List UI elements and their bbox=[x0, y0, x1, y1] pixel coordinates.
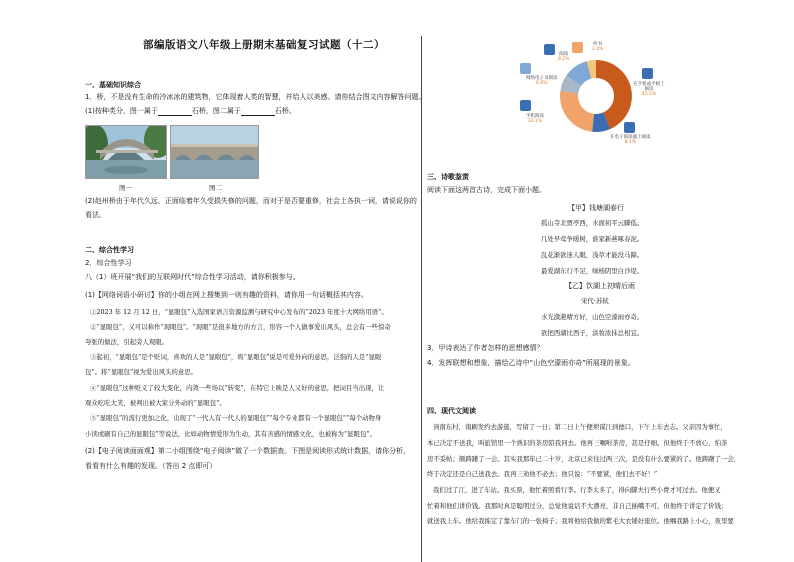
reading-line-1: 剑南东村，南刷发约去游逛，写留了一日；第二日上午便须谋江到德口，下午上车去志。父亲因为事忙， bbox=[433, 423, 727, 431]
q2-material-p4-cont: 观众吃吃大笑，被判出被大家分外动的“显眼包”。 bbox=[85, 399, 226, 407]
legend-mobile: 手机阅读 33.1% bbox=[526, 114, 544, 124]
q2-part1: (1)【网络词语小研讨】你的小组在网上搜集到一则有趣的资料，请你用一句话概括其内容。 bbox=[85, 291, 368, 299]
reading-line-5: 我们过了江，进了车站。我买票，他忙着照看行李。行李太多了，得向脚夫行些小费才可过去。他便又 bbox=[433, 486, 721, 494]
legend-phone-tablet: 在手机或平板上阅读 43.5% bbox=[633, 82, 665, 97]
reading-line-7: 就送我上车。他给我拣定了靠车门的一张椅子；我将他给我做的紫毛大衣铺好座位。他嘱我路上小心，夜里要 bbox=[427, 517, 734, 525]
legend-online-ebook: 网络电子书阅读 6.6% bbox=[526, 76, 558, 86]
q1-stem: 1．桥，不是没有生命的冷冰冰的建筑物，它体现着人类的智慧，并给人以美感。请你结合图文内容解答问题。 bbox=[85, 93, 426, 101]
page-title: 部编版语文八年级上册期末基础复习试题（十二） bbox=[143, 39, 385, 51]
bridge-photo-2 bbox=[170, 125, 259, 179]
poem-1-line-4: 最爱湖东行不足，绿杨阴里白沙堤。 bbox=[541, 267, 644, 275]
poem-1-line-2: 几处早莺争暖树，谁家新燕啄春泥。 bbox=[541, 235, 644, 243]
answer-blank-1[interactable] bbox=[158, 108, 192, 116]
poem-2-author: 宋代·苏轼 bbox=[581, 297, 609, 305]
reading-line-3: 房不妥帖；颇踌躇了一会。其实我那年已二十岁，北京已来往过两三次，是没有什么要紧的了。他踌躇了一会， bbox=[427, 455, 741, 463]
bridge-photo-1 bbox=[85, 125, 167, 179]
answer-blank-2[interactable] bbox=[241, 108, 275, 116]
q1-part1-text-c: 石桥。 bbox=[274, 107, 296, 115]
tablet-icon bbox=[642, 68, 653, 79]
section-3-heading: 三、诗歌鉴赏 bbox=[427, 173, 469, 181]
question-4: 4．发挥联想和想象，描绘乙诗中“山色空濛雨亦奇”所展现的景象。 bbox=[427, 359, 635, 367]
reading-line-2: 本已决定不送我，叫旅馆里一个熟识的茶房陪我同去。他再三嘱咐茶房，甚是仔细。但他终于不放心，怕茶 bbox=[427, 439, 728, 447]
figure-1-caption: 图一 bbox=[119, 184, 132, 192]
poem-2-title: 【乙】饮湖上初晴后雨 bbox=[565, 282, 635, 290]
q2-part2: (2)【电子阅读面面观】第二小组围绕“电子阅读”做了一个数据查。下图是阅读形式统计数据，请你分析， bbox=[85, 447, 411, 455]
q1-part2-cont: 看法。 bbox=[85, 211, 106, 219]
poem-2-line-1: 水光潋滟晴方好，山色空濛雨亦奇。 bbox=[541, 313, 644, 321]
q2-material-p1: ①2023 年 12 月 12 日，“显眼包”入选国家语言资源监测与研究中心发布的“2023 年度十大网络用语”。 bbox=[90, 308, 388, 316]
figure-2-caption: 图二 bbox=[209, 184, 222, 192]
poem-2-line-2: 欲把西湖比西子，淡妆浓抹总相宜。 bbox=[541, 329, 644, 337]
q2-material-p5-cont: 小读或刷有自己的显眼包”等说法，比如动物情爱形为生动，其有善感的情感文化，也被称为“显眼包”。 bbox=[85, 430, 376, 438]
poem-1-title: 【甲】钱塘湖春行 bbox=[568, 204, 624, 212]
legend-ereader: 在电子阅读器上阅读 8.1% bbox=[610, 135, 651, 145]
ereader-icon bbox=[624, 122, 635, 133]
q1-part1 bbox=[85, 107, 296, 116]
q2-material-p4: ④“显眼包”这种贬义了较大变化，内敛一些场以“转变”，在特它上映是人又好的意思，把词目当出现，让 bbox=[90, 384, 385, 392]
legend-audiobook: 听书 2.4% bbox=[592, 42, 604, 52]
poem-1-line-3: 乱花渐欲迷人眼，浅草才能没马蹄。 bbox=[541, 251, 644, 259]
q1-part1-text-a: (1)按种类分，图一属于 bbox=[85, 107, 158, 115]
q2-part2-cont: 看看有什么有趣的发现。（答出 2 点即可） bbox=[85, 462, 217, 470]
reading-line-4: 终于决定还是自己送我去。我再三劝他不必去；他只说：“不要紧，他们去不好！” bbox=[427, 470, 658, 478]
q2-intro: 八（1）班开展“我们的互联网时代”综合性学习活动，请你积极参与。 bbox=[85, 273, 300, 281]
q2-material-p3: ③起初，“显眼包”是个贬词，喜欢的人是“显眼包”，将“显眼包”说是可爱外向的意思，泛指的人是“显眼 bbox=[90, 353, 382, 361]
phone-icon bbox=[520, 100, 531, 111]
question-3: 3．甲诗表达了作者怎样的思想感情？ bbox=[427, 344, 544, 352]
q1-part1-text-b: 石桥，图二属于 bbox=[191, 107, 241, 115]
section-1-heading: 一、基础知识综合 bbox=[85, 81, 141, 89]
section-2-heading: 二、综合性学习 bbox=[85, 246, 134, 254]
q1-part2: (2)赵州桥由于年代久远，正面临着年久受损失修的问题，而对于是否要重修，社会上各执一词，请说说你的 bbox=[85, 197, 417, 205]
ebook-icon bbox=[520, 63, 531, 74]
q2-material-p3-cont: 包”。将“显眼包”视为爱出风头的意思。 bbox=[85, 368, 198, 376]
q2-stem: 2．综合性学习 bbox=[85, 259, 132, 267]
legend-reading: 阅读 8.2% bbox=[558, 52, 570, 62]
book-icon bbox=[572, 42, 583, 53]
q3-intro: 阅读下面这两首古诗，完成下面小题。 bbox=[427, 186, 546, 194]
q2-material-p2: ②“显眼包”，又可以称作“现眼包”。“现眼”是很多地方的方言，形容一个人做事爱出风头，总会有一些惊奇 bbox=[90, 323, 391, 331]
section-4-heading: 四、现代文阅读 bbox=[427, 407, 476, 415]
q2-material-p2-cont: 夸张的做法，引起旁人观眼。 bbox=[85, 338, 169, 346]
reading-line-6: 忙着和他们讲价钱。我那时真是聪明过分，总觉他说话不大漂亮，非自己插嘴不可，但他终于讲定了价钱； bbox=[427, 502, 728, 510]
reading-form-chart bbox=[526, 38, 666, 148]
headphones-icon bbox=[544, 44, 555, 55]
q2-material-p5: ⑤“显眼包”的流行更加之化，出现了“一代人有一代人的显眼包”“每个专业都有一个显眼包”“每个动物身 bbox=[90, 414, 382, 422]
poem-1-line-1: 孤山寺北贾亭西，水面初平云脚低。 bbox=[541, 219, 644, 227]
